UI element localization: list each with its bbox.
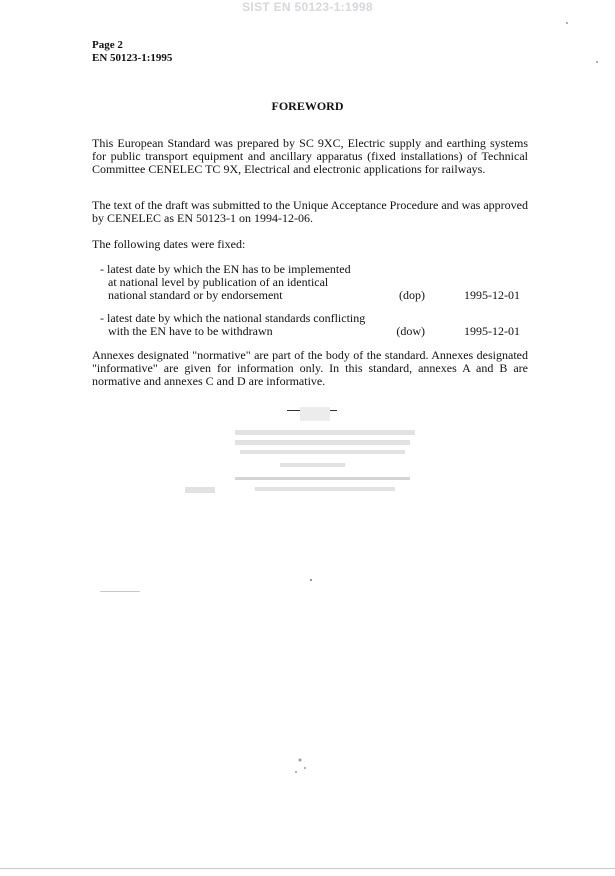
faded-stamp — [175, 395, 425, 505]
foreword-paragraph-2: The text of the draft was submitted to the Unique Acceptance Procedure and was approved by CENELEC as EN 50123-1 on 1994-12-06. — [92, 198, 528, 225]
date-entry-line: with the EN have to be withdrawn — [108, 324, 273, 338]
watermark: SIST EN 50123-1:1998 — [242, 0, 373, 14]
foreword-paragraph-4: Annexes designated "normative" are part of the body of the standard. Annexes designated "informative" are given for information only. In this standard, annexes A and B are normative and annexes C and D are informative. — [92, 348, 528, 388]
page-header — [92, 39, 172, 65]
document-id: EN 50123-1:1995 — [92, 52, 173, 64]
foreword-paragraph-3: The following dates were fixed: — [92, 237, 246, 251]
date-value: 1995-12-01 — [464, 288, 520, 302]
page-number: Page 2 — [92, 39, 123, 51]
page-title: FOREWORD — [271, 99, 344, 113]
date-entry-line: - latest date by which the national standards conflicting — [100, 311, 366, 325]
date-code: (dop) — [399, 288, 425, 302]
date-entry-line: - latest date by which the EN has to be implemented — [100, 262, 351, 276]
date-entry-line: national standard or by endorsement — [108, 288, 283, 302]
date-entry-line: at national level by publication of an identical — [108, 275, 329, 289]
foreword-paragraph-1: This European Standard was prepared by SC 9XC, Electric supply and earthing systems for public transport equipment and ancillary apparatus (fixed installations) of Technical Committee CENELEC TC 9X, Electrical and electronic applications for railways. — [92, 136, 528, 176]
date-entry-dop — [100, 263, 520, 302]
date-value: 1995-12-01 — [464, 324, 520, 338]
date-code: (dow) — [396, 324, 425, 338]
date-entry-dow — [100, 312, 520, 338]
